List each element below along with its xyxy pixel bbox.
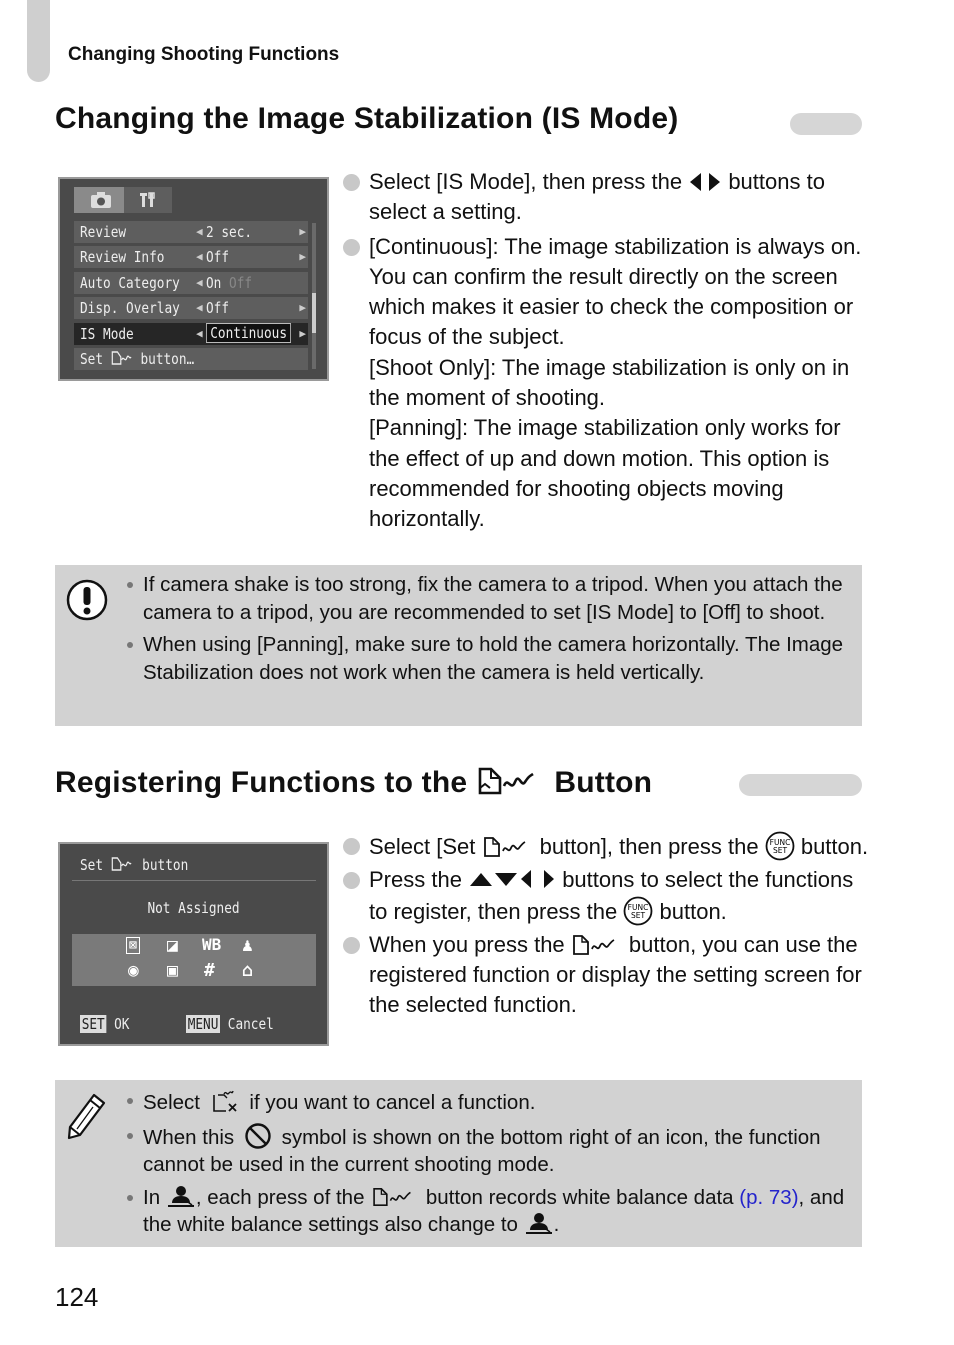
camera-icon bbox=[90, 191, 112, 209]
cancel-function-icon bbox=[210, 1087, 240, 1115]
svg-text:SET: SET bbox=[772, 846, 787, 855]
print-share-icon bbox=[111, 351, 133, 365]
white-balance-icon: WB bbox=[202, 935, 222, 954]
menu-row-disp-overlay: Disp. Overlay ◀ Off ▶ bbox=[74, 297, 308, 319]
caution-item: If camera shake is too strong, fix the camera to a tripod. When you attach the camera to a tripod, you are recommended to set [IS Mode] to [Off] to shoot. bbox=[55, 571, 862, 626]
step-bullet bbox=[343, 174, 360, 191]
section-title-register-functions: Registering Functions to the Button bbox=[55, 766, 653, 799]
lcd-menu-screenshot bbox=[58, 177, 329, 381]
custom-white-balance-icon bbox=[524, 1212, 554, 1236]
assignment-status: Not Assigned bbox=[147, 899, 240, 917]
menu-row-auto-category: Auto Category ◀ On Off bbox=[74, 272, 308, 294]
caution-box bbox=[55, 565, 862, 726]
menu-row-review-info: Review Info ◀ Off ▶ bbox=[74, 246, 308, 268]
menu-key-label: MENU bbox=[187, 1015, 219, 1033]
section-title-is-mode: Changing the Image Stabilization (IS Mode) bbox=[55, 102, 679, 135]
four-way-buttons-icon bbox=[468, 868, 556, 890]
custom-white-balance-icon bbox=[166, 1185, 196, 1209]
svg-text:FUNC: FUNC bbox=[628, 902, 649, 912]
title-rule bbox=[790, 113, 862, 135]
prohibited-icon bbox=[244, 1122, 272, 1150]
title-rule bbox=[739, 774, 862, 796]
custom-white-balance-icon: ♟ bbox=[242, 935, 253, 956]
menu-row-review: Review ◀ 2 sec. ▶ bbox=[74, 221, 308, 243]
print-share-icon bbox=[370, 1187, 420, 1207]
ae-lock-icon: ▣ bbox=[167, 960, 178, 981]
page-reference-link[interactable]: (p. 73) bbox=[739, 1185, 799, 1209]
print-share-icon bbox=[111, 857, 135, 871]
step-use-registered-function: When you press the button, you can use the registered function or display the setting screen for the selected function. bbox=[343, 930, 873, 1021]
left-right-buttons-icon bbox=[688, 172, 722, 192]
note-item-white-balance: In , each press of the button records white balance data (p. 73), and the white balance settings also change to . bbox=[55, 1184, 862, 1239]
caution-item: When using [Panning], make sure to hold the camera horizontally. The Image Stabilization does not work when the camera is held vertically. bbox=[55, 631, 862, 686]
note-item-cancel-function: Select if you want to cancel a function. bbox=[55, 1087, 862, 1117]
set-key-label: SET bbox=[81, 1015, 105, 1033]
face-detect-icon: ◉ bbox=[128, 960, 139, 981]
step-bullet bbox=[343, 937, 360, 954]
menu-scrollbar bbox=[312, 223, 316, 369]
cancel-function-icon: ⊠ bbox=[126, 937, 140, 954]
func-set-button-icon bbox=[623, 896, 653, 926]
is-mode-instructions bbox=[343, 167, 873, 535]
exposure-compensation-icon: ◪ bbox=[167, 935, 178, 956]
page-number: 124 bbox=[55, 1282, 99, 1312]
print-share-icon bbox=[571, 934, 623, 956]
func-set-button-icon bbox=[765, 831, 795, 861]
note-box bbox=[55, 1080, 862, 1247]
menu-row-set-button: Set button… bbox=[74, 348, 308, 370]
print-share-icon bbox=[476, 766, 546, 796]
cancel-label: Cancel bbox=[227, 1015, 274, 1033]
tools-icon bbox=[139, 191, 157, 209]
step-bullet bbox=[343, 838, 360, 855]
step-press-arrow-buttons: Press the buttons to select the functions to register, then press the FUNC SET button. bbox=[343, 865, 873, 927]
running-head: Changing Shooting Functions bbox=[68, 44, 340, 65]
display-off-icon: ⌂ bbox=[242, 960, 253, 981]
step-mode-descriptions: [Continuous]: The image stabilization is always on. You can confirm the result directly on the screen which makes it easier to check the composition or focus of the subject. [Shoot Only]: The image stabilization is only on in the moment of shooting. [Panning]: The image stabilization only works for the effect of up and down motion. This option is recommended for shooting objects moving horizontally. bbox=[343, 232, 873, 535]
svg-text:SET: SET bbox=[631, 910, 646, 920]
note-item-unavailable-symbol: When this symbol is shown on the bottom right of an icon, the function cannot be used in the current shooting mode. bbox=[55, 1122, 862, 1179]
chapter-tab bbox=[27, 0, 50, 82]
step-select-set-button: Select [Set button], then press the FUNC SET button. bbox=[343, 831, 873, 862]
step-bullet bbox=[343, 872, 360, 889]
step-bullet bbox=[343, 239, 360, 256]
svg-text:FUNC: FUNC bbox=[769, 838, 791, 847]
lcd-set-button-screenshot bbox=[58, 842, 329, 1046]
grid-lines-icon: # bbox=[204, 960, 215, 981]
print-share-icon bbox=[482, 836, 534, 858]
menu-row-is-mode: IS Mode ◀ Continuous ▶ bbox=[74, 323, 308, 345]
register-instructions bbox=[343, 831, 873, 1021]
screen-title: Set button bbox=[80, 856, 189, 874]
menu-tab-bar bbox=[74, 187, 172, 213]
ok-label: OK bbox=[114, 1015, 130, 1033]
step-select-is-mode: Select [IS Mode], then press the buttons to select a setting. bbox=[343, 167, 873, 228]
function-icon-grid bbox=[72, 934, 316, 986]
